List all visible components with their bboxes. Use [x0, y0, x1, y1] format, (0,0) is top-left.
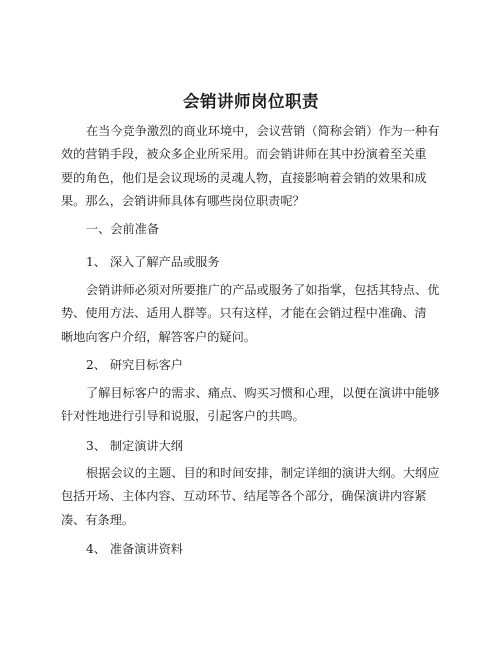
document-title: 会销讲师岗位职责	[183, 92, 319, 111]
item-paragraph	[61, 462, 443, 532]
item-line: 针对性地进行引导和说服，引起客户的共鸣。	[61, 409, 305, 424]
intro-line: 果。那么，会销讲师具体有哪些岗位职责呢？	[61, 193, 305, 208]
item-heading: 4、 准备演讲资料	[86, 542, 183, 556]
intro-line: 效的营销手段，被众多企业所采用。而会销讲师在其中扮演着至关重	[61, 147, 427, 162]
item-heading: 1、 深入了解产品或服务	[86, 255, 220, 269]
item-line: 会销讲师必须对所要推广的产品或服务了如指掌，包括其特点、优	[86, 283, 440, 297]
item-line: 晰地向客户介绍，解答客户的疑问。	[61, 329, 256, 344]
item-line: 凑、有条理。	[61, 512, 135, 527]
item-heading: 3、 制定演讲大纲	[86, 439, 183, 453]
intro-paragraph	[61, 120, 443, 213]
intro-line: 在当今竞争激烈的商业环境中，会议营销（简称会销）作为一种有	[86, 124, 440, 138]
section-heading: 一、会前准备	[86, 222, 160, 236]
item-line: 了解目标客户的需求、痛点、购买习惯和心理，以便在演讲中能够	[86, 386, 440, 400]
intro-line: 要的角色，他们是会议现场的灵魂人物，直接影响着会销的效果和成	[61, 170, 427, 185]
item-heading: 2、 研究目标客户	[86, 358, 183, 372]
item-line: 根据会议的主题、目的和时间安排，制定详细的演讲大纲。大纲应	[86, 466, 440, 480]
item-line: 包括开场、主体内容、互动环节、结尾等各个部分，确保演讲内容紧	[61, 489, 427, 504]
item-paragraph	[61, 279, 443, 349]
item-line: 势、使用方法、适用人群等。只有这样，才能在会销过程中准确、清	[61, 306, 427, 321]
item-paragraph	[61, 382, 443, 429]
